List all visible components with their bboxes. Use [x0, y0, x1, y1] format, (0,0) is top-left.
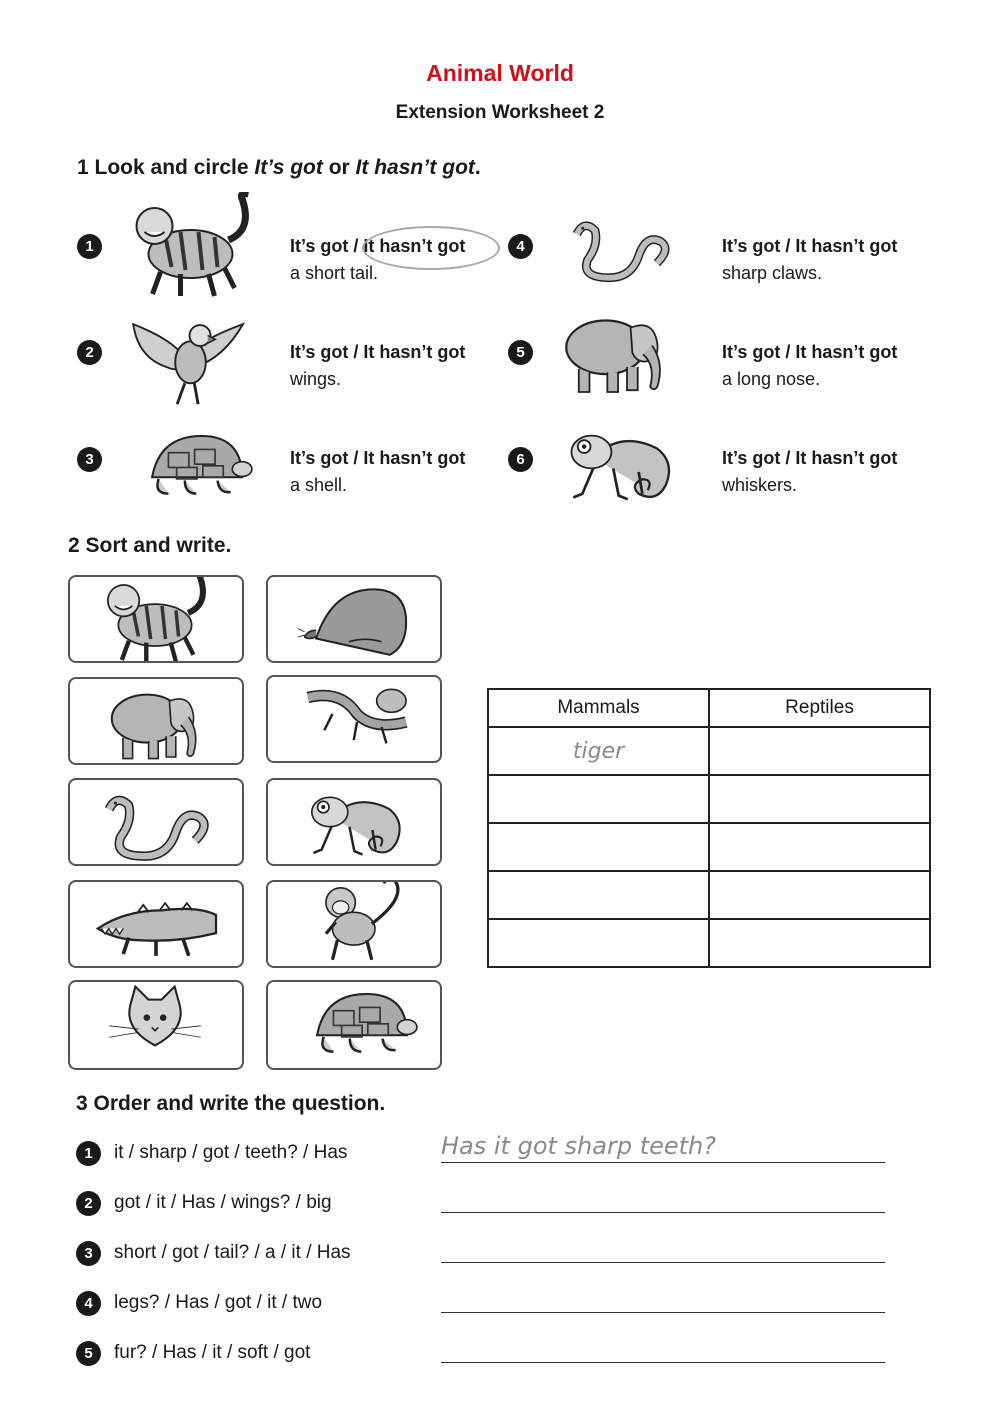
- section1-connector: or: [322, 156, 356, 179]
- question-number-2: 2: [76, 1191, 101, 1216]
- section1-prefix: Look and circle: [94, 156, 255, 179]
- feature-5: a long nose.: [722, 369, 821, 389]
- card-monkey-illustration: [268, 882, 440, 966]
- reptiles-cell-3[interactable]: [709, 823, 930, 871]
- choice-5[interactable]: It’s got / It hasn’t got: [722, 342, 898, 362]
- answer-line-4[interactable]: [441, 1282, 885, 1313]
- card-cat-illustration: [70, 982, 242, 1068]
- example-answer-question: Has it got sharp teeth?: [441, 1132, 717, 1160]
- choice-3[interactable]: It’s got / It hasn’t got: [290, 448, 466, 468]
- choice-2[interactable]: It’s got / It hasn’t got: [290, 342, 466, 362]
- question-number-5: 5: [76, 1341, 101, 1366]
- card-tortoise-illustration: [268, 982, 440, 1068]
- section1-heading: [77, 156, 481, 180]
- answer-line-1[interactable]: [441, 1132, 885, 1163]
- card-crocodile: [68, 880, 244, 968]
- question-number-3: 3: [76, 1241, 101, 1266]
- tortoise-illustration: [118, 420, 268, 510]
- section1-option-a: It’s got: [254, 156, 323, 179]
- section1-number: 1: [77, 156, 89, 179]
- section1-suffix: .: [474, 156, 481, 179]
- card-elephant-illustration: [70, 679, 242, 763]
- reptiles-cell-4[interactable]: [709, 871, 930, 919]
- item-number-1: 1: [77, 234, 102, 259]
- card-snake-illustration: [70, 780, 242, 864]
- parrot-illustration: [118, 305, 263, 410]
- choice-4[interactable]: It’s got / It hasn’t got: [722, 236, 898, 256]
- mammals-cell-4[interactable]: [488, 871, 709, 919]
- tiger-illustration: [118, 192, 263, 302]
- worksheet-subtitle: Extension Worksheet 2: [395, 102, 605, 123]
- question-number-1: 1: [76, 1141, 101, 1166]
- card-seal: [266, 575, 442, 663]
- item-number-4: 4: [508, 234, 533, 259]
- sort-table: [487, 688, 931, 968]
- card-cat: [68, 980, 244, 1070]
- item-number-2: 2: [77, 340, 102, 365]
- card-chameleon: [266, 778, 442, 866]
- choice-1[interactable]: It’s got / It hasn’t got: [290, 236, 466, 256]
- feature-2: wings.: [290, 369, 342, 389]
- scrambled-words-1: it / sharp / got / teeth? / Has: [114, 1142, 348, 1163]
- answer-circle-mark: [362, 226, 500, 270]
- card-tortoise: [266, 980, 442, 1070]
- card-elephant: [68, 677, 244, 765]
- scrambled-words-3: short / got / tail? / a / it / Has: [114, 1242, 351, 1263]
- column-header-reptiles: Reptiles: [709, 689, 930, 727]
- answer-line-5[interactable]: [441, 1332, 885, 1363]
- card-lizard: [266, 675, 442, 763]
- worksheet-title: Animal World: [426, 60, 574, 86]
- reptiles-cell-2[interactable]: [709, 775, 930, 823]
- answer-line-3[interactable]: [441, 1232, 885, 1263]
- card-tiger-illustration: [70, 577, 242, 661]
- feature-1: a short tail.: [290, 263, 379, 283]
- card-monkey: [266, 880, 442, 968]
- column-header-mammals: Mammals: [488, 689, 709, 727]
- elephant-illustration: [552, 300, 677, 400]
- mammals-cell-3[interactable]: [488, 823, 709, 871]
- mammals-cell-2[interactable]: [488, 775, 709, 823]
- card-tiger: [68, 575, 244, 663]
- card-seal-illustration: [268, 577, 440, 661]
- card-chameleon-illustration: [268, 780, 440, 864]
- answer-line-2[interactable]: [441, 1182, 885, 1213]
- feature-4: sharp claws.: [722, 263, 823, 283]
- card-crocodile-illustration: [70, 882, 242, 966]
- card-lizard-illustration: [268, 677, 440, 761]
- item-number-5: 5: [508, 340, 533, 365]
- card-snake: [68, 778, 244, 866]
- reptiles-cell-5[interactable]: [709, 919, 930, 967]
- mammals-cell-1[interactable]: [488, 727, 709, 775]
- item-number-3: 3: [77, 447, 102, 472]
- snake-illustration: [548, 205, 693, 285]
- section2-heading: 2 Sort and write.: [68, 534, 232, 557]
- scrambled-words-4: legs? / Has / got / it / two: [114, 1292, 323, 1313]
- feature-3: a shell.: [290, 475, 348, 495]
- feature-6: whiskers.: [722, 475, 798, 495]
- scrambled-words-5: fur? / Has / it / soft / got: [114, 1342, 311, 1363]
- mammals-cell-5[interactable]: [488, 919, 709, 967]
- item-number-6: 6: [508, 447, 533, 472]
- reptiles-cell-1[interactable]: [709, 727, 930, 775]
- example-answer-tiger: tiger: [572, 738, 625, 764]
- choice-6[interactable]: It’s got / It hasn’t got: [722, 448, 898, 468]
- section3-heading: 3 Order and write the question.: [76, 1092, 386, 1115]
- chameleon-illustration: [548, 412, 693, 512]
- scrambled-words-2: got / it / Has / wings? / big: [114, 1192, 332, 1213]
- section1-option-b: It hasn’t got: [355, 156, 475, 179]
- question-number-4: 4: [76, 1291, 101, 1316]
